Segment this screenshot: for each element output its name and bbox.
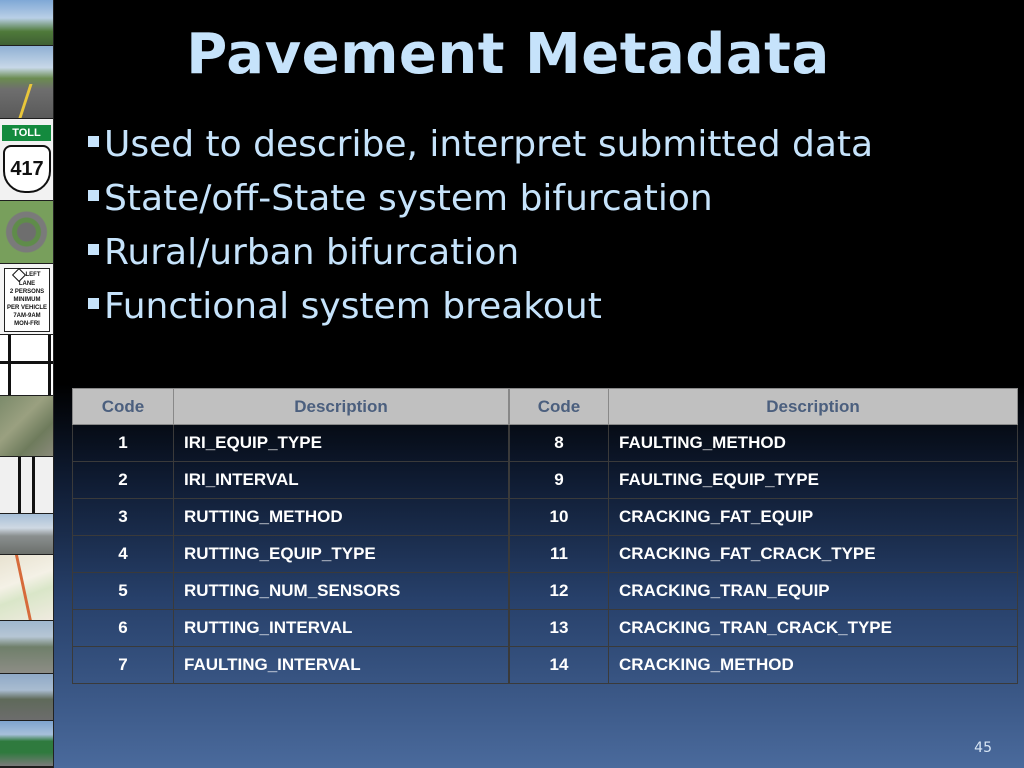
hov-lane-sign xyxy=(0,264,53,335)
table-row xyxy=(73,610,509,647)
bullet-item xyxy=(84,118,873,172)
code-cell: 4 xyxy=(73,536,174,573)
description-cell: RUTTING_NUM_SENSORS xyxy=(174,573,509,610)
intersection-diagram xyxy=(0,335,53,396)
code-cell: 10 xyxy=(510,499,609,536)
square-bullet-icon xyxy=(88,190,99,201)
sign-line: MON-FRI xyxy=(14,321,40,328)
square-bullet-icon xyxy=(88,298,99,309)
photo-bridge xyxy=(0,514,53,555)
bullet-item xyxy=(84,226,873,280)
page-number: 45 xyxy=(974,740,992,756)
photo-green-sign xyxy=(0,721,53,767)
table-row xyxy=(510,573,1018,610)
table-row xyxy=(73,536,509,573)
bullet-text: Used to describe, interpret submitted data xyxy=(104,124,874,165)
description-cell: CRACKING_TRAN_CRACK_TYPE xyxy=(609,610,1018,647)
map-thumbnail xyxy=(0,555,53,622)
code-cell: 13 xyxy=(510,610,609,647)
sign-line: LEFT xyxy=(25,272,41,279)
code-cell: 11 xyxy=(510,536,609,573)
table-header-row xyxy=(510,389,1018,425)
description-cell: CRACKING_TRAN_EQUIP xyxy=(609,573,1018,610)
code-cell: 3 xyxy=(73,499,174,536)
code-cell: 5 xyxy=(73,573,174,610)
description-cell: RUTTING_EQUIP_TYPE xyxy=(174,536,509,573)
photo-highway-sign xyxy=(0,0,53,46)
bullet-text: Rural/urban bifurcation xyxy=(104,232,520,273)
lane-diagram xyxy=(0,457,53,514)
code-cell: 9 xyxy=(510,462,609,499)
square-bullet-icon xyxy=(88,244,99,255)
bullet-text: Functional system breakout xyxy=(104,286,602,327)
table-row xyxy=(510,536,1018,573)
table-row xyxy=(73,499,509,536)
column-header-description: Description xyxy=(174,389,509,425)
table-row xyxy=(510,647,1018,684)
code-cell: 12 xyxy=(510,573,609,610)
sign-line: 2 PERSONS xyxy=(9,289,45,296)
description-cell: RUTTING_METHOD xyxy=(174,499,509,536)
bullet-list xyxy=(84,118,873,334)
toll-route-number: 417 xyxy=(3,145,51,193)
description-cell: RUTTING_INTERVAL xyxy=(174,610,509,647)
table-header-row xyxy=(73,389,509,425)
toll-417-shield xyxy=(0,119,53,202)
code-cell: 14 xyxy=(510,647,609,684)
description-cell: FAULTING_INTERVAL xyxy=(174,647,509,684)
photo-traffic xyxy=(0,674,53,721)
photo-parking xyxy=(0,621,53,674)
table-row xyxy=(73,462,509,499)
photo-roundabout xyxy=(0,201,53,264)
photo-aerial xyxy=(0,396,53,457)
description-cell: CRACKING_FAT_CRACK_TYPE xyxy=(609,536,1018,573)
description-cell: CRACKING_METHOD xyxy=(609,647,1018,684)
table-row xyxy=(73,647,509,684)
description-cell: FAULTING_EQUIP_TYPE xyxy=(609,462,1018,499)
description-cell: FAULTING_METHOD xyxy=(609,425,1018,462)
metadata-table-left xyxy=(72,388,509,684)
square-bullet-icon xyxy=(88,136,99,147)
column-header-description: Description xyxy=(609,389,1018,425)
sign-line: LANE xyxy=(18,281,36,288)
photo-strip xyxy=(0,0,54,768)
bullet-text: State/off-State system bifurcation xyxy=(104,178,713,219)
description-cell: IRI_INTERVAL xyxy=(174,462,509,499)
code-cell: 6 xyxy=(73,610,174,647)
photo-road xyxy=(0,46,53,119)
description-cell: CRACKING_FAT_EQUIP xyxy=(609,499,1018,536)
table-row xyxy=(510,462,1018,499)
description-cell: IRI_EQUIP_TYPE xyxy=(174,425,509,462)
metadata-table-right xyxy=(509,388,1018,684)
bullet-item xyxy=(84,280,873,334)
code-cell: 2 xyxy=(73,462,174,499)
code-cell: 8 xyxy=(510,425,609,462)
table-row xyxy=(73,425,509,462)
table-row xyxy=(510,610,1018,647)
bullet-item xyxy=(84,172,873,226)
code-cell: 7 xyxy=(73,647,174,684)
column-header-code: Code xyxy=(510,389,609,425)
table-row xyxy=(510,425,1018,462)
sign-line: PER VEHICLE xyxy=(6,305,47,312)
sign-line: 7AM-9AM xyxy=(13,313,41,320)
toll-label: TOLL xyxy=(2,125,51,141)
sign-line: MINIMUM xyxy=(13,297,41,304)
column-header-code: Code xyxy=(73,389,174,425)
code-cell: 1 xyxy=(73,425,174,462)
table-row xyxy=(73,573,509,610)
slide-title: Pavement Metadata xyxy=(186,22,830,87)
table-row xyxy=(510,499,1018,536)
